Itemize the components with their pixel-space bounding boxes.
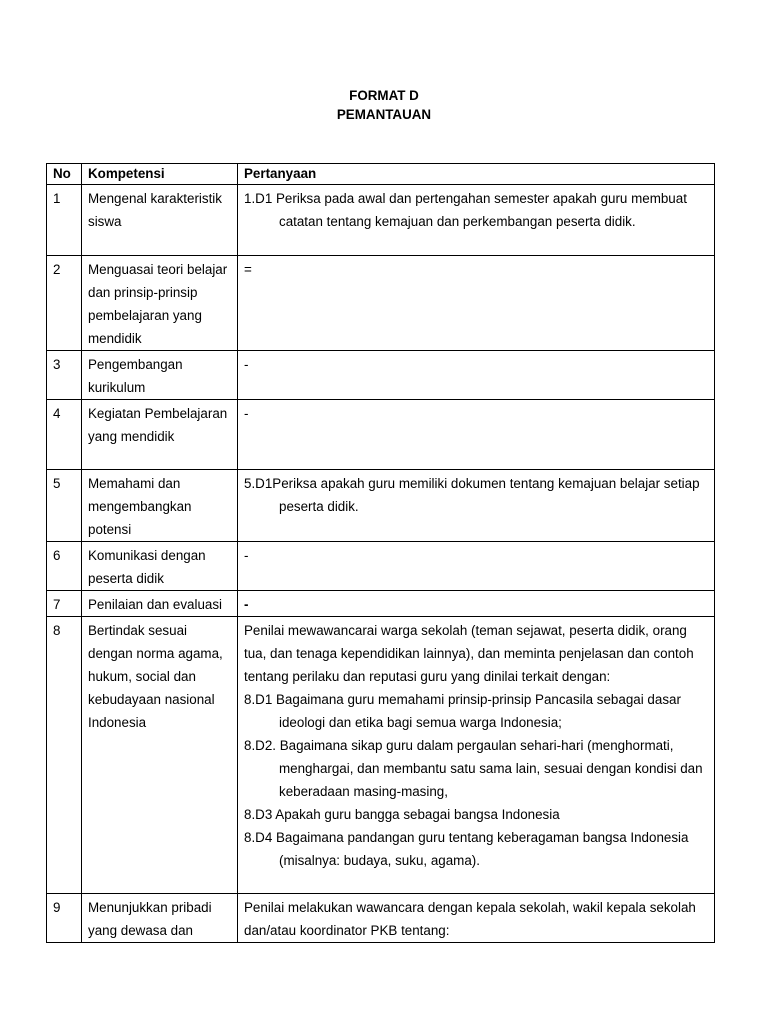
table-header-row bbox=[47, 164, 715, 185]
question-item: - bbox=[244, 406, 249, 421]
row-pertanyaan bbox=[238, 470, 715, 542]
row-pertanyaan bbox=[238, 351, 715, 400]
row-pertanyaan bbox=[238, 256, 715, 351]
table-row bbox=[47, 400, 715, 470]
row-kompetensi: Komunikasi dengan peserta didik bbox=[82, 542, 238, 591]
question-item: 1.D1 Periksa pada awal dan pertengahan semester apakah guru membuat catatan tentang kemajuan dan perkembangan peserta didik. bbox=[244, 191, 687, 229]
question-item: 8.D3 Apakah guru bangga sebagai bangsa Indonesia bbox=[244, 807, 560, 822]
row-pertanyaan bbox=[238, 542, 715, 591]
table-row bbox=[47, 894, 715, 943]
header-pertanyaan: Pertanyaan bbox=[238, 164, 715, 185]
row-pertanyaan bbox=[238, 400, 715, 470]
table-row bbox=[47, 617, 715, 894]
row-kompetensi: Kegiatan Pembelajaran yang mendidik bbox=[82, 400, 238, 470]
question-item: 5.D1Periksa apakah guru memiliki dokumen tentang kemajuan belajar setiap peserta didik. bbox=[244, 476, 700, 514]
table-row bbox=[47, 542, 715, 591]
row-no: 9 bbox=[47, 894, 82, 943]
question-item: 8.D1 Bagaimana guru memahami prinsip-prinsip Pancasila sebagai dasar ideologi dan etika bagi semua warga Indonesia; bbox=[244, 692, 681, 730]
question-item: 8.D4 Bagaimana pandangan guru tentang keberagaman bangsa Indonesia (misalnya: budaya, suku, agama). bbox=[244, 830, 689, 868]
question-item: - bbox=[244, 548, 249, 563]
table-row bbox=[47, 185, 715, 256]
table-row bbox=[47, 256, 715, 351]
row-no: 8 bbox=[47, 617, 82, 894]
table-row bbox=[47, 351, 715, 400]
header-kompetensi: Kompetensi bbox=[82, 164, 238, 185]
title-line-2: PEMANTAUAN bbox=[336, 107, 432, 122]
row-pertanyaan bbox=[238, 617, 715, 894]
header-no: No bbox=[47, 164, 82, 185]
question-item: - bbox=[244, 357, 249, 372]
row-no: 7 bbox=[47, 591, 82, 617]
row-kompetensi: Mengenal karakteristik siswa bbox=[82, 185, 238, 256]
row-kompetensi: Memahami dan mengembangkan potensi bbox=[82, 470, 238, 542]
row-no: 2 bbox=[47, 256, 82, 351]
row-kompetensi: Menguasai teori belajar dan prinsip-prinsip pembelajaran yang mendidik bbox=[82, 256, 238, 351]
row-no: 5 bbox=[47, 470, 82, 542]
row-kompetensi: Bertindak sesuai dengan norma agama, hukum, social dan kebudayaan nasional Indonesia bbox=[82, 617, 238, 894]
row-kompetensi: Menunjukkan pribadi yang dewasa dan bbox=[82, 894, 238, 943]
table-row bbox=[47, 470, 715, 542]
row-pertanyaan bbox=[238, 591, 715, 617]
table-row bbox=[47, 591, 715, 617]
monitoring-table bbox=[46, 163, 715, 943]
row-pertanyaan bbox=[238, 894, 715, 943]
row-no: 4 bbox=[47, 400, 82, 470]
question-intro: Penilai mewawancarai warga sekolah (teman sejawat, peserta didik, orang tua, dan tenaga kependidikan lainnya), dan meminta penjelasan dan contoh tentang perilaku dan reputasi guru yang dinilai terkait dengan: bbox=[244, 623, 694, 684]
row-pertanyaan bbox=[238, 185, 715, 256]
question-intro: Penilai melakukan wawancara dengan kepala sekolah, wakil kepala sekolah dan/atau koordinator PKB tentang: bbox=[244, 900, 696, 938]
row-kompetensi: Penilaian dan evaluasi bbox=[82, 591, 238, 617]
document-title bbox=[0, 86, 768, 124]
question-item: 8.D2. Bagaimana sikap guru dalam pergaulan sehari-hari (menghormati, menghargai, dan membantu satu sama lain, sesuai dengan kondisi dan keberadaan masing-masing, bbox=[244, 738, 703, 799]
title-line-1: FORMAT D bbox=[349, 88, 419, 103]
row-no: 1 bbox=[47, 185, 82, 256]
question-item: - bbox=[244, 597, 249, 612]
row-no: 6 bbox=[47, 542, 82, 591]
question-item: = bbox=[244, 262, 252, 277]
row-kompetensi: Pengembangan kurikulum bbox=[82, 351, 238, 400]
row-no: 3 bbox=[47, 351, 82, 400]
